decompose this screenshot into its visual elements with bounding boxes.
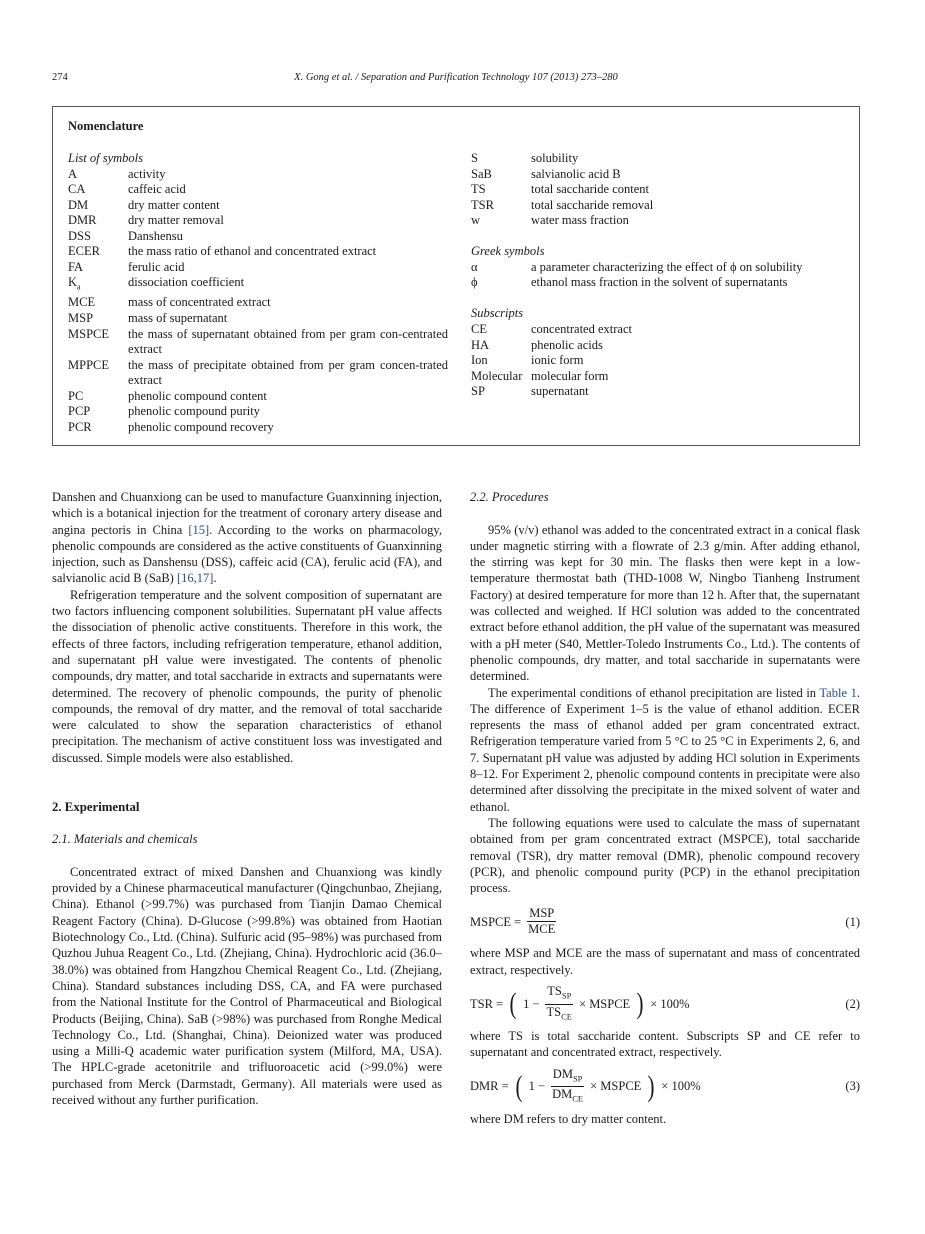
equation-3-explanation: where DM refers to dry matter content. [470, 1111, 667, 1126]
subscripts-heading: Subscripts [471, 306, 524, 321]
procedures-paragraph-3: The following equations were used to calculate the mass of supernatant obtained from per gram concentrated extract (MSPCE), total saccharide removal (TSR), dry matter removal (DMR), phenolic compound recovery (PCR), and phenolic compound purity (PCP) in the ethanol precipitation process. [470, 815, 860, 896]
nomenclature-row [68, 229, 448, 245]
nomenclature-row [68, 404, 448, 420]
citation-link[interactable]: [15] [188, 522, 210, 537]
nomenclature-definition: mass of supernatant [128, 310, 228, 325]
nomenclature-definition: molecular form [531, 368, 609, 383]
equation-1-number: (1) [845, 914, 860, 929]
table-1-link[interactable]: Table 1 [819, 685, 857, 700]
nomenclature-definition: caffeic acid [128, 182, 186, 197]
nomenclature-symbol: MCE [68, 295, 96, 310]
nomenclature-definition: dry matter content [128, 197, 220, 212]
nomenclature-definition: phenolic compound recovery [128, 419, 274, 434]
nomenclature-definition: the mass of supernatant obtained from per gram con-centrated extract [128, 326, 448, 357]
greek-heading: Greek symbols [471, 244, 545, 259]
nomenclature-row [471, 213, 856, 229]
nomenclature-row [68, 244, 448, 260]
nomenclature-row [68, 389, 448, 405]
nomenclature-row [68, 167, 448, 183]
nomenclature-row [68, 420, 448, 436]
nomenclature-row [471, 198, 856, 214]
nomenclature-row [471, 167, 856, 183]
nomenclature-definition: supernatant [531, 384, 589, 399]
nomenclature-symbol: DM [68, 197, 89, 212]
nomenclature-symbol: TS [471, 182, 486, 197]
nomenclature-symbol: MSPCE [68, 326, 109, 341]
nomenclature-row [471, 151, 856, 167]
nomenclature-symbol: w [471, 213, 481, 228]
nomenclature-definition: water mass fraction [531, 213, 629, 228]
nomenclature-row [471, 275, 856, 291]
journal-citation: X. Gong et al. / Separation and Purification Technology 107 (2013) 273–280 [294, 72, 618, 83]
nomenclature-symbol: HA [471, 337, 490, 352]
nomenclature-symbol: α [471, 259, 478, 274]
nomenclature-definition: a parameter characterizing the effect of ϕ on solubility [531, 259, 803, 274]
equation-1: MSPCE = $\frac{\text{MSP}}{\text{MCE}}$ (1) [470, 906, 860, 937]
nomenclature-definition: ferulic acid [128, 259, 185, 274]
nomenclature-definition: phenolic acids [531, 337, 603, 352]
nomenclature-title: Nomenclature [68, 119, 144, 133]
nomenclature-symbol: ECER [68, 244, 100, 259]
right-text-column [470, 489, 860, 1127]
greek-symbol-list [471, 260, 856, 291]
nomenclature-definition: phenolic compound purity [128, 404, 260, 419]
nomenclature-definition: the mass ratio of ethanol and concentrated extract [128, 244, 377, 259]
nomenclature-definition: total saccharide content [531, 182, 649, 197]
nomenclature-definition: concentrated extract [531, 322, 632, 337]
equation-1-explanation: where MSP and MCE are the mass of supernatant and mass of concentrated extract, respectively. [470, 946, 860, 977]
nomenclature-definition: dry matter removal [128, 213, 224, 228]
symbol-list-continued [471, 151, 856, 229]
nomenclature-row [471, 338, 856, 354]
equation-2-number: (2) [845, 996, 860, 1011]
equation-3: DMR = ( 1 − $\frac{DM_{SP}}{DM_{CE}}$ × MSPCE ) × 100% (3) [470, 1066, 860, 1104]
symbol-list [68, 167, 448, 436]
nomenclature-row [471, 384, 856, 400]
procedures-paragraph-2: The experimental conditions of ethanol precipitation are listed in Table 1. The difference of Experiment 1–5 is the value of ethanol addition. ECER represents the mass of ethanol added per gram concentrated extract. Refrigeration temperature varied from 5 °C to 25 °C in Experiments 2, 6, and 7. Supernatant pH value was adjusted by adding HCl solution in Experiments 8–12. For Experiment 2, phenolic compound contents in precipitate were also determined after dissolving the precipitate in the mixed solvent of water and ethanol. [470, 685, 860, 814]
nomenclature-definition: mass of concentrated extract [128, 295, 271, 310]
nomenclature-definition: ethanol mass fraction in the solvent of supernatants [531, 275, 788, 290]
nomenclature-symbol: DMR [68, 213, 97, 228]
subsection-heading-materials: 2.1. Materials and chemicals [52, 832, 198, 847]
intro-paragraph-1: Danshen and Chuanxiong can be used to manufacture Guanxinning injection, which is a botanical injection for the treatment of coronary artery disease and angina pectoris in China [15]. According to the works on pharmacology, phenolic compounds are considered as the active constituents of Guanxinning injection, such as Danshensu (DSS), caffeic acid (CA), ferulic acid (FA), and salvianolic acid B (SaB) [16,17]. [52, 490, 442, 586]
nomenclature-row [471, 182, 856, 198]
nomenclature-symbol: TSR [471, 197, 494, 212]
nomenclature-definition: phenolic compound content [128, 388, 267, 403]
nomenclature-definition: solubility [531, 151, 579, 165]
nomenclature-symbol: Molecular [471, 368, 523, 383]
nomenclature-definition: ionic form [531, 353, 584, 368]
subscript-list [471, 322, 856, 400]
nomenclature-symbol: MSP [68, 310, 94, 325]
equation-2: TSR = ( 1 − $\frac{TS_{SP}}{TS_{CE}}$ × MSPCE ) × 100% (2) [470, 984, 860, 1022]
nomenclature-symbol: FA [68, 259, 84, 274]
nomenclature-row [68, 275, 448, 295]
nomenclature-symbol: SP [471, 384, 485, 399]
nomenclature-row [68, 358, 448, 389]
nomenclature-row [68, 182, 448, 198]
nomenclature-symbol: ϕ [471, 275, 478, 290]
nomenclature-symbol: Ion [471, 353, 488, 368]
nomenclature-row [68, 295, 448, 311]
nomenclature-definition: salvianolic acid B [531, 166, 621, 181]
nomenclature-row [471, 353, 856, 369]
nomenclature-symbol: CA [68, 182, 86, 197]
section-heading-experimental: 2. Experimental [52, 799, 140, 814]
nomenclature-row [471, 322, 856, 338]
nomenclature-symbol: CE [471, 322, 487, 337]
nomenclature-definition: Danshensu [128, 228, 183, 243]
nomenclature-box [52, 106, 860, 446]
equation-3-number: (3) [845, 1079, 860, 1094]
nomenclature-symbol: A [68, 166, 78, 181]
nomenclature-row [68, 213, 448, 229]
nomenclature-symbol: MPPCE [68, 357, 109, 372]
nomenclature-definition: activity [128, 166, 166, 181]
left-text-column [52, 489, 442, 1108]
nomenclature-row [68, 198, 448, 214]
nomenclature-left-column [68, 151, 448, 435]
nomenclature-definition: dissociation coefficient [128, 275, 245, 290]
materials-paragraph: Concentrated extract of mixed Danshen and Chuanxiong was kindly provided by a Chinese pharmaceutical manufacturer (Qingchunbao, Zhejiang, China). Ethanol (>99.7%) was purchased from Tianjin Damao Chemical Reagent Factory (China). D-Glucose (>99.8%) was obtained from Haotian Biotechnology Co., Ltd. (China). Sulfuric acid (95–98%) was purchased from Quzhou Juhua Reagent Co., Ltd. (Zhejiang, China). Hydrochloric acid (36.0–38.0%) was obtained from Hangzhou Chemical Reagent Co., Ltd. (Zhejiang, China). Standard substances including DSS, CA, and FA were purchased from the National Institute for the Control of Pharmaceutical and Biological Products (Beijing, China). SaB (>98%) was purchased from Ronghe Medical Technology Co., Ltd. (Shanghai, China). Deionized water was produced using a Milli-Q academic water purification system (Milford, MA, USA). The HPLC-grade acetonitrile and trifluoroacetic acid (>99.0%) were purchased from Merck (Darmstadt, Germany). All materials were used as received without any further purification. [52, 864, 442, 1107]
procedures-paragraph-1: 95% (v/v) ethanol was added to the concentrated extract in a conical flask under magnetic stirring with a flowrate of 2.3 g/min. After adding ethanol, the stirring was kept for 30 min. The flasks then were kept in a low-temperature thermostat bath (THD-1008 W, Ningbo Tianheng Instrument Factory) at desired temperature for more than 12 h. After that, the supernatant was collected and weighed. If HCl solution was added to the concentrated extract before ethanol addition, the pH value of the supernatant was measured with a pH meter (S40, Mettler-Toledo Instruments Co., Ltd.). The contents of phenolic compounds, dry matter, and total saccharide in supernatants were determined. [470, 522, 860, 684]
nomenclature-symbol: S [471, 151, 478, 165]
nomenclature-symbol: SaB [471, 166, 492, 181]
nomenclature-row [68, 260, 448, 276]
page-number: 274 [52, 72, 68, 83]
nomenclature-row [471, 260, 856, 276]
symbols-heading: List of symbols [68, 151, 144, 165]
nomenclature-definition: the mass of precipitate obtained from per gram concen-trated extract [128, 357, 448, 388]
equation-2-explanation: where TS is total saccharide content. Subscripts SP and CE refer to supernatant and concentrated extract, respectively. [470, 1029, 860, 1060]
running-header [52, 72, 860, 88]
nomenclature-symbol: $K_a$ [68, 275, 81, 292]
nomenclature-row [68, 327, 448, 358]
subsection-heading-procedures: 2.2. Procedures [470, 490, 549, 504]
nomenclature-row [471, 369, 856, 385]
nomenclature-symbol: PCR [68, 419, 92, 434]
nomenclature-symbol: DSS [68, 228, 91, 243]
nomenclature-right-column [471, 151, 856, 400]
nomenclature-symbol: PC [68, 388, 84, 403]
nomenclature-row [68, 311, 448, 327]
nomenclature-symbol: PCP [68, 404, 91, 419]
nomenclature-definition: total saccharide removal [531, 197, 654, 212]
citation-link[interactable]: [16,17] [176, 571, 214, 586]
intro-paragraph-2: Refrigeration temperature and the solvent composition of supernatant are two factors influencing component solubilities. Supernatant pH value affects the dissociation of phenolic active constituents. Therefore in this work, the effects of three factors, including refrigeration temperature, ethanol addition, and supernatant pH value were investigated. The contents of phenolic compounds, dry matter, and total saccharide in extracts and supernatants were determined. The recovery of phenolic compounds, the purity of phenolic compounds, the removal of dry matter, and the removal of total saccharide were calculated to show the separation characteristics of ethanol precipitation. The mechanism of active constituent loss was investigated and discussed. Simple models were also established. [52, 587, 442, 765]
